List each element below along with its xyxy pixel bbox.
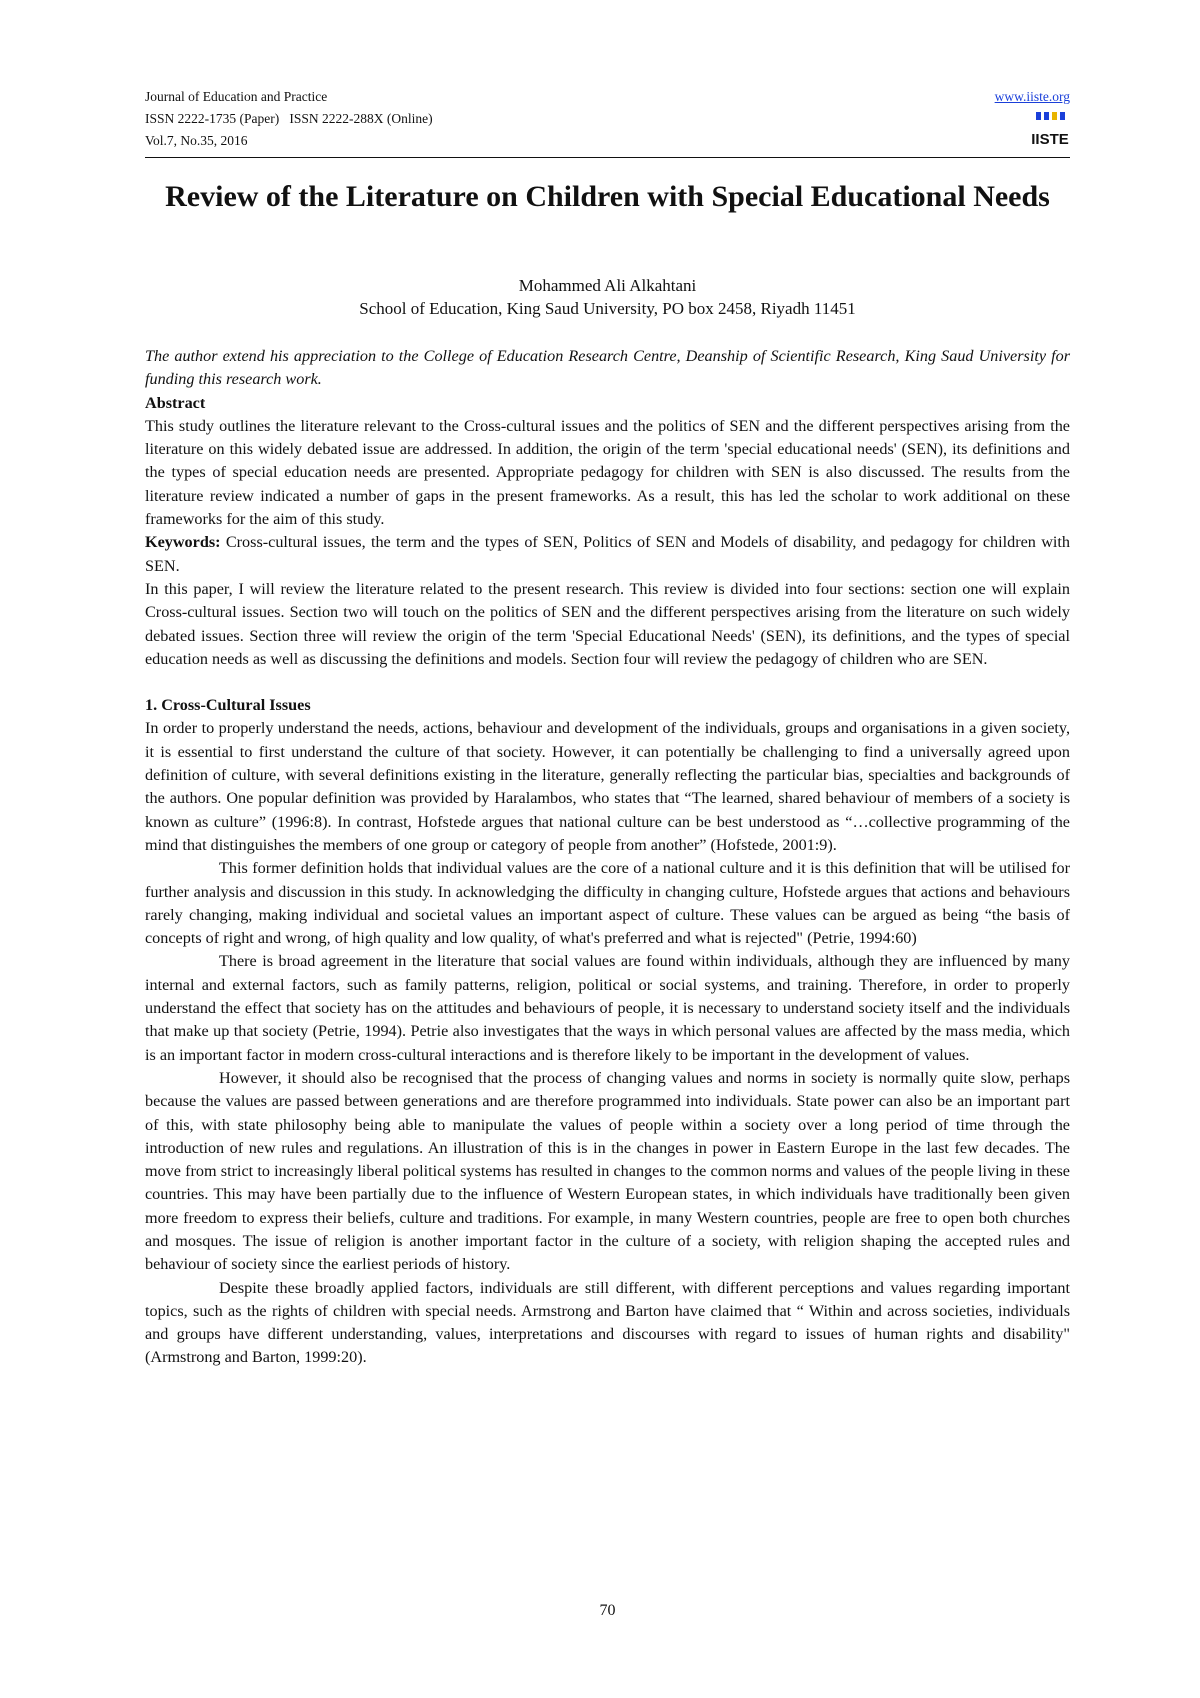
journal-url-link[interactable]: www.iiste.org	[994, 89, 1070, 104]
section-paragraph: However, it should also be recognised that the process of changing values and norms in society is normally quite slow, perhaps because the values are passed between generations and are therefore programmed into individuals. State power can also be an important part of this, with state philosophy being able to manipulate the values of people within a society over a long period of time through the introduction of new rules and regulations. An illustration of this is in the changes in power in Eastern Europe in the last few decades. The move from strict to increasingly liberal political systems has resulted in changes to the common norms and values of the people living in these countries. This may have been partially due to the influence of Western European states, in which individuals have traditionally been given more freedom to express their beliefs, culture and traditions. For example, in many Western countries, people are free to open both churches and mosques. The issue of religion is another important factor in the culture of a society, with religion shaping the accepted rules and behaviour of society since the earliest periods of history.	[145, 1068, 1070, 1274]
journal-name: Journal of Education and Practice	[145, 89, 328, 104]
paper-page	[145, 80, 1070, 1680]
abstract-heading: Abstract	[145, 393, 206, 412]
section-gap	[145, 671, 1070, 694]
section-paragraph: Despite these broadly applied factors, individuals are still different, with different perceptions and values regarding important topics, such as the rights of children with special needs. Armstrong and Barton have claimed that “ Within and across societies, individuals and groups have different understanding, values, interpretations and discourses with regard to issues of human rights and disability" (Armstrong and Barton, 1999:20).	[145, 1278, 1070, 1367]
abstract-text: This study outlines the literature relevant to the Cross-cultural issues and the politics of SEN and the different perspectives arising from the literature on this widely debated issue are addressed. In addition, the origin of the term 'special educational needs' (SEN), its definitions and the types of special education needs are presented. Appropriate pedagogy for children with SEN is also discussed. The results from the literature review indicated a number of gaps in the present frameworks. As a result, this has led the scholar to work additional on these frameworks for the aim of this study.	[145, 416, 1070, 529]
header-rule	[145, 157, 1070, 158]
keywords-label: Keywords:	[145, 533, 221, 552]
paper-body	[145, 345, 1070, 1370]
author-affiliation: School of Education, King Saud University, PO box 2458, Riyadh 11451	[359, 299, 856, 318]
keywords	[145, 531, 1070, 578]
journal-info	[145, 86, 433, 152]
iiste-logo-icon	[1030, 110, 1070, 150]
page-number: 70	[599, 1602, 616, 1619]
section-heading: 1. Cross-Cultural Issues	[145, 696, 311, 715]
acknowledgement: The author extend his appreciation to the College of Education Research Centre, Deanship of Scientific Research, King Saud University for funding this research work.	[145, 347, 1070, 389]
section-paragraph: There is broad agreement in the literature that social values are found within individuals, although they are influenced by many internal and external factors, such as family patterns, religion, political or social systems, and training. Therefore, in order to properly understand the effect that society has on the attitudes and behaviours of people, it is necessary to understand society itself and the individuals that make up that society (Petrie, 1994). Petrie also investigates that the ways in which personal values are affected by the mass media, which is an important factor in modern cross-cultural interactions and is therefore likely to be important in the development of values.	[145, 952, 1070, 1064]
author-name: Mohammed Ali Alkahtani	[518, 276, 697, 295]
journal-header	[145, 80, 1070, 152]
section-paragraph: This former definition holds that individual values are the core of a national culture and it is this definition that will be utilised for further analysis and discussion in this study. In acknowledging the difficulty in changing culture, Hofstede argues that actions and behaviours rarely changing, making individual and societal values an important aspect of culture. These values can be argued as being “the basis of concepts of right and wrong, of high quality and low quality, of what's preferred and what is rejected" (Petrie, 1994:60)	[145, 859, 1070, 948]
intro-paragraph: In this paper, I will review the literature related to the present research. This review is divided into four sections: section one will explain Cross-cultural issues. Section two will touch on the politics of SEN and the different perspectives arising from the literature on such widely debated issues. Section three will review the origin of the term 'Special Educational Needs' (SEN), its definitions, and the types of special education needs as well as discussing the definitions and models. Section four will review the pedagogy of children who are SEN.	[145, 579, 1070, 668]
journal-volume: Vol.7, No.35, 2016	[145, 133, 248, 148]
svg-text:IISTE: IISTE	[1031, 131, 1069, 148]
keywords-text: Cross-cultural issues, the term and the types of SEN, Politics of SEN and Models of disability, and pedagogy for children with SEN.	[145, 533, 1070, 575]
paper-title: Review of the Literature on Children with Special Educational Needs	[165, 180, 1050, 213]
section-paragraph: In order to properly understand the needs, actions, behaviour and development of the individuals, groups and organisations in a given society, it is essential to first understand the culture of that society. However, it can potentially be challenging to find a universally agreed upon definition of culture, with several definitions existing in the literature, generally reflecting the particular bias, specialties and backgrounds of the authors. One popular definition was provided by Haralambos, who states that “The learned, shared behaviour of members of a society is known as culture” (1996:8). In contrast, Hofstede argues that national culture can be best understood as “…collective programming of the mind that distinguishes the members of one group or category of people from another” (Hofstede, 2001:9).	[145, 719, 1070, 854]
journal-issn: ISSN 2222-1735 (Paper) ISSN 2222-288X (Online)	[145, 111, 433, 126]
